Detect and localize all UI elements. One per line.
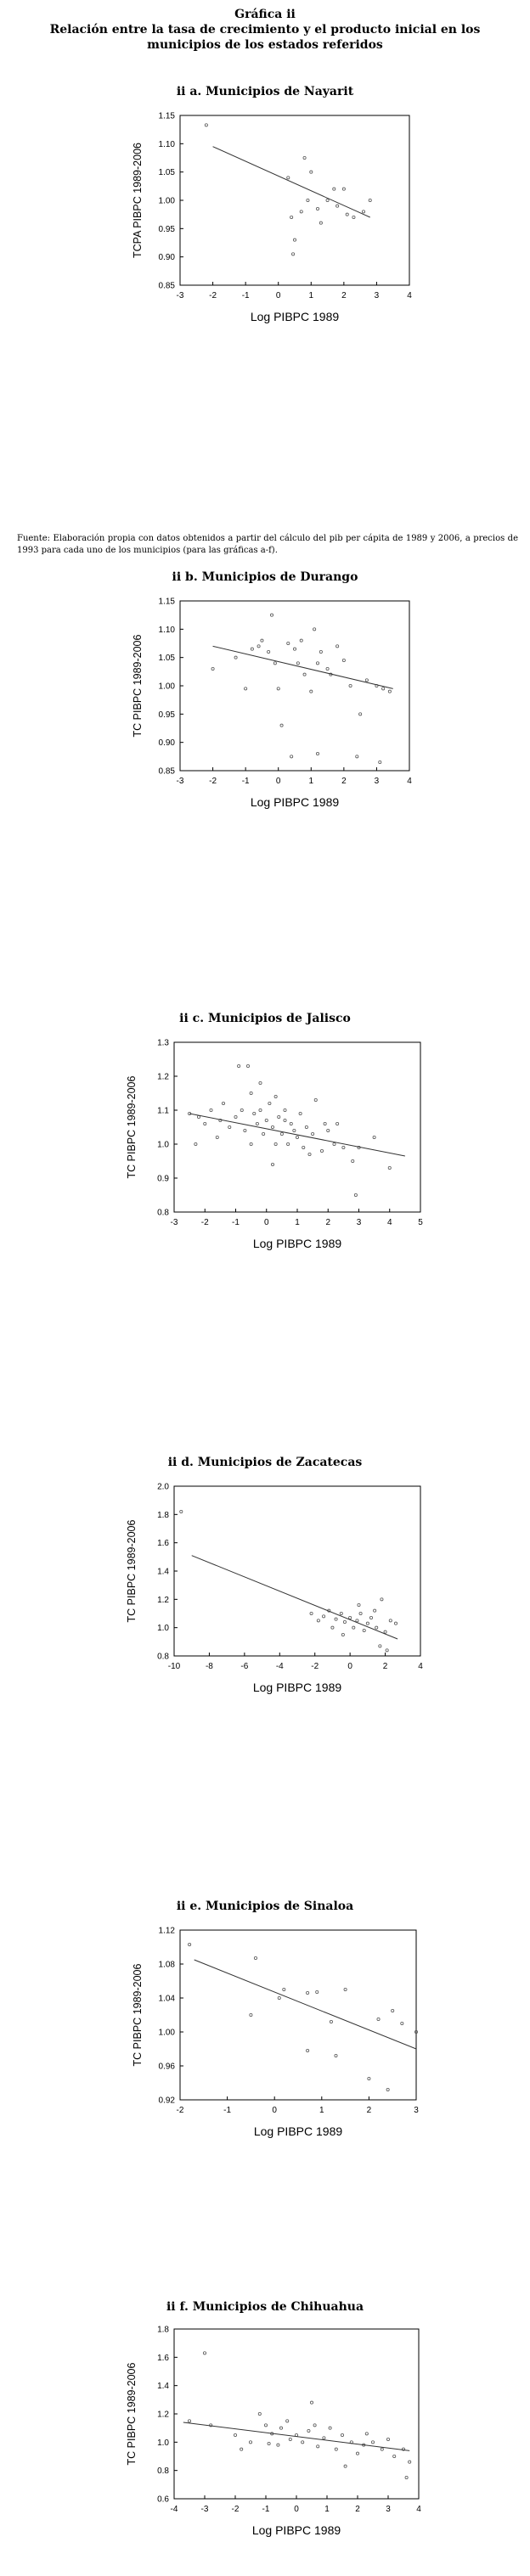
- y-tick-label: 0.92: [158, 2096, 175, 2106]
- y-tick-label: 0.8: [157, 1208, 169, 1218]
- figure-title: Relación entre la tasa de crecimiento y el producto inicial en los municipios de los estados referidos: [49, 23, 481, 52]
- y-tick-label: 1.15: [158, 597, 175, 607]
- y-tick-label: 0.85: [158, 281, 175, 291]
- y-tick-label: 0.6: [157, 2495, 169, 2505]
- y-tick-label: 2.0: [157, 1482, 169, 1492]
- y-tick-label: 0.9: [157, 1174, 169, 1184]
- x-tick-label: 0: [347, 1662, 352, 1671]
- y-tick-label: 1.0: [157, 1140, 169, 1150]
- y-axis-label: TCPA PIBPC 1989-2006: [132, 143, 144, 258]
- y-axis-label: TC PIBPC 1989-2006: [126, 1519, 138, 1623]
- x-tick-label: -6: [240, 1662, 249, 1671]
- y-tick-label: 0.8: [157, 1652, 169, 1662]
- x-tick-label: -3: [176, 777, 184, 786]
- x-axis-label: Log PIBPC 1989: [252, 1237, 342, 1250]
- x-axis-label: Log PIBPC 1989: [252, 1681, 342, 1694]
- x-tick-label: -3: [170, 1218, 178, 1227]
- x-tick-label: 0: [272, 2106, 277, 2115]
- x-tick-label: -2: [209, 777, 217, 786]
- scatter-chart-b: [0, 586, 530, 1010]
- plot-frame: [174, 1486, 420, 1656]
- x-tick-label: 2: [366, 2106, 372, 2115]
- chart-title-f: ii f. Municipios de Chihuahua: [166, 2300, 364, 2314]
- y-tick-label: 1.0: [157, 1624, 169, 1634]
- y-tick-label: 1.2: [157, 1072, 169, 1082]
- figure-label: Gráfica ii: [234, 8, 296, 21]
- y-tick-label: 1.05: [158, 168, 175, 178]
- y-tick-label: 1.08: [158, 1960, 175, 1970]
- x-tick-label: -1: [262, 2505, 270, 2514]
- y-tick-label: 0.90: [158, 253, 175, 263]
- scatter-chart-e: [0, 1915, 530, 2339]
- y-axis-label: TC PIBPC 1989-2006: [132, 634, 144, 738]
- x-tick-label: -2: [209, 291, 217, 300]
- y-tick-label: 1.2: [157, 1595, 169, 1605]
- x-tick-label: 4: [407, 291, 412, 300]
- x-tick-label: -4: [275, 1662, 284, 1671]
- x-tick-label: 4: [386, 1218, 392, 1227]
- x-tick-label: -1: [223, 2106, 232, 2115]
- x-tick-label: -2: [176, 2106, 184, 2115]
- y-tick-label: 0.96: [158, 2062, 175, 2072]
- x-tick-label: 2: [341, 291, 347, 300]
- x-axis-label: Log PIBPC 1989: [251, 2523, 341, 2537]
- x-tick-label: -2: [231, 2505, 240, 2514]
- y-tick-label: 1.05: [158, 654, 175, 664]
- x-tick-label: 2: [382, 1662, 388, 1671]
- x-tick-label: -2: [311, 1662, 319, 1671]
- scatter-chart-f: [0, 2315, 530, 2570]
- chart-title-b: ii b. Municipios de Durango: [172, 570, 358, 584]
- plot-frame: [180, 1930, 416, 2100]
- scatter-chart-d: [0, 1471, 530, 1895]
- x-tick-label: 3: [356, 1218, 362, 1227]
- x-tick-label: -8: [205, 1662, 213, 1671]
- y-tick-label: 1.10: [158, 139, 175, 149]
- plot-frame: [174, 2329, 419, 2499]
- x-tick-label: 1: [308, 777, 314, 786]
- y-tick-label: 1.3: [157, 1038, 169, 1048]
- x-axis-label: Log PIBPC 1989: [250, 795, 340, 809]
- y-tick-label: 1.8: [157, 1510, 169, 1520]
- x-tick-label: -3: [176, 291, 184, 300]
- x-tick-label: 0: [263, 1218, 269, 1227]
- y-tick-label: 1.04: [158, 1994, 175, 2004]
- x-tick-label: 4: [416, 2505, 421, 2514]
- y-tick-label: 1.4: [157, 2382, 169, 2392]
- chart-title-a: ii a. Municipios de Nayarit: [176, 85, 354, 98]
- y-tick-label: 0.90: [158, 738, 175, 749]
- x-tick-label: 3: [374, 291, 380, 300]
- chart-title-e: ii e. Municipios de Sinaloa: [176, 1900, 354, 1913]
- y-tick-label: 1.1: [157, 1106, 169, 1116]
- y-tick-label: 1.12: [158, 1926, 175, 1936]
- y-tick-label: 1.2: [157, 2410, 169, 2420]
- x-axis-label: Log PIBPC 1989: [250, 310, 340, 323]
- x-tick-label: 4: [407, 777, 412, 786]
- x-tick-label: -1: [232, 1218, 240, 1227]
- plot-frame: [180, 115, 409, 285]
- scatter-chart-c: [0, 1027, 530, 1451]
- x-tick-label: -4: [170, 2505, 178, 2514]
- chart-title-c: ii c. Municipios de Jalisco: [179, 1012, 351, 1025]
- scatter-chart-a: [0, 100, 530, 525]
- x-tick-label: 1: [324, 2505, 330, 2514]
- y-tick-label: 1.10: [158, 625, 175, 635]
- x-tick-label: 4: [418, 1662, 423, 1671]
- y-tick-label: 0.85: [158, 766, 175, 777]
- x-tick-label: -1: [241, 777, 250, 786]
- y-axis-label: TC PIBPC 1989-2006: [126, 2362, 138, 2466]
- y-tick-label: 1.6: [157, 2353, 169, 2363]
- x-tick-label: 2: [355, 2505, 360, 2514]
- y-tick-label: 1.15: [158, 111, 175, 121]
- x-tick-label: 1: [308, 291, 314, 300]
- y-axis-label: TC PIBPC 1989-2006: [126, 1075, 138, 1179]
- x-tick-label: 1: [319, 2106, 324, 2115]
- y-tick-label: 1.0: [157, 2438, 169, 2448]
- x-tick-label: 0: [275, 291, 281, 300]
- y-tick-label: 1.8: [157, 2325, 169, 2335]
- y-tick-label: 1.00: [158, 2028, 175, 2038]
- y-tick-label: 1.4: [157, 1567, 169, 1577]
- y-tick-label: 0.95: [158, 224, 175, 234]
- x-tick-label: -10: [167, 1662, 181, 1671]
- x-tick-label: 0: [294, 2505, 299, 2514]
- y-axis-label: TC PIBPC 1989-2006: [132, 1963, 144, 2067]
- x-tick-label: 3: [414, 2106, 419, 2115]
- x-tick-label: 3: [374, 777, 380, 786]
- chart-title-d: ii d. Municipios de Zacatecas: [167, 1456, 363, 1469]
- y-tick-label: 1.6: [157, 1539, 169, 1549]
- x-tick-label: 2: [325, 1218, 331, 1227]
- source-note: Fuente: Elaboración propia con datos obtenidos a partir del cálculo del pib per cápita de 1989 y 2006, a precios de 1993 para cada uno de los municipios (para las gráficas a-f).: [17, 534, 518, 555]
- y-tick-label: 0.8: [157, 2467, 169, 2477]
- x-axis-label: Log PIBPC 1989: [253, 2124, 343, 2138]
- x-tick-label: 0: [275, 777, 281, 786]
- x-tick-label: 3: [386, 2505, 391, 2514]
- x-tick-label: 1: [295, 1218, 300, 1227]
- x-tick-label: 5: [418, 1218, 423, 1227]
- x-tick-label: -1: [241, 291, 250, 300]
- x-tick-label: 2: [341, 777, 347, 786]
- plot-frame: [174, 1042, 420, 1212]
- y-tick-label: 1.00: [158, 196, 175, 206]
- y-tick-label: 0.95: [158, 710, 175, 720]
- figure-header: [0, 7, 530, 53]
- x-tick-label: -3: [200, 2505, 209, 2514]
- x-tick-label: -2: [200, 1218, 209, 1227]
- y-tick-label: 1.00: [158, 682, 175, 692]
